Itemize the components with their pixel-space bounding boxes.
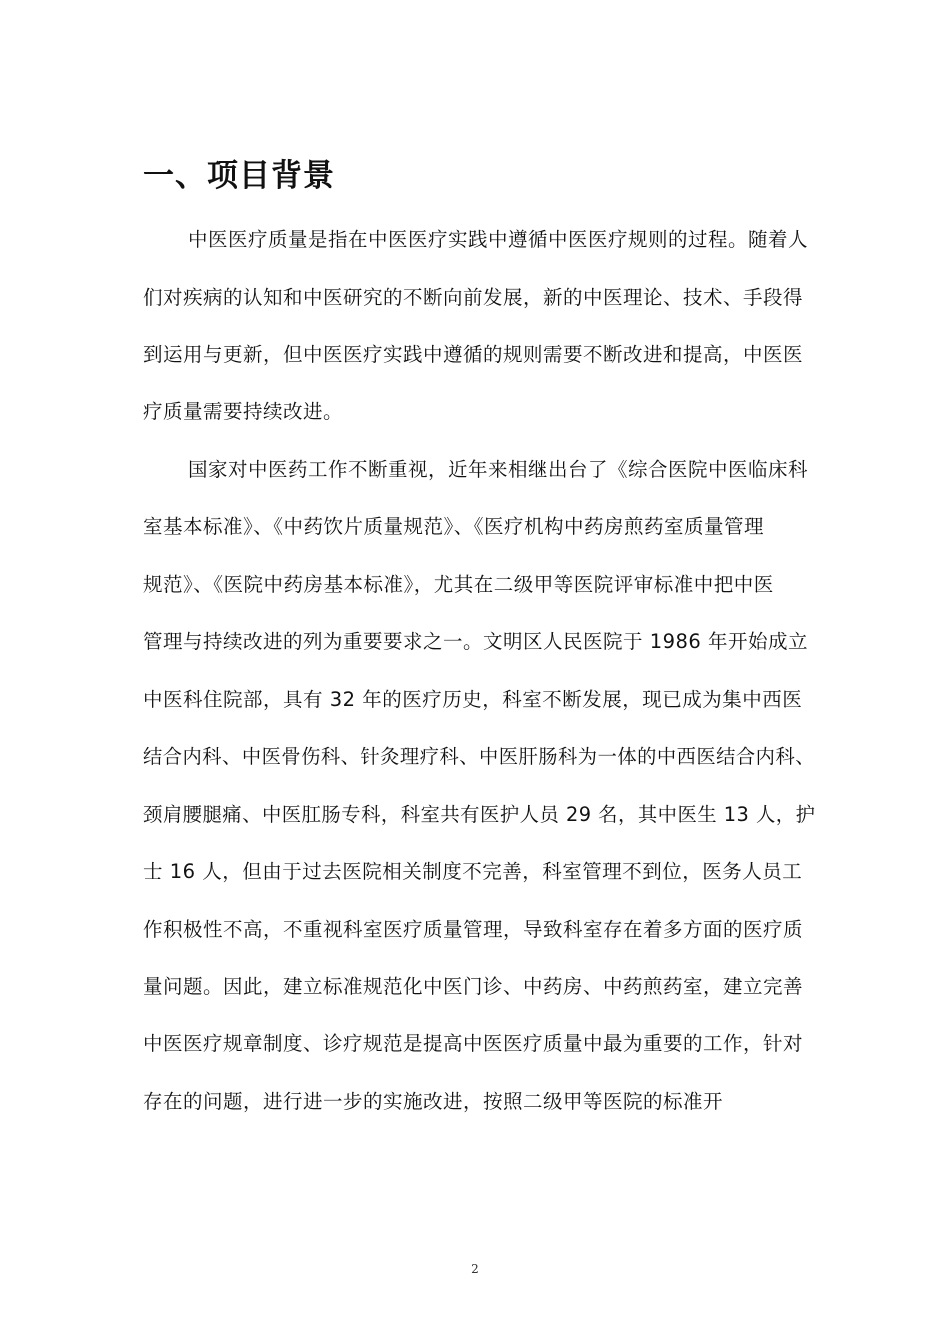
paragraph-line: 中医医疗质量是指在中医医疗实践中遵循中医医疗规则的过程。随着人 — [188, 228, 809, 251]
paragraph-line: 管理与持续改进的列为重要要求之一。文明区人民医院于 1986 年开始成立 — [143, 630, 809, 653]
paragraph-line: 到运用与更新，但中医医疗实践中遵循的规则需要不断改进和提高，中医医 — [143, 343, 804, 366]
paragraph-line: 规范》、《医院中药房基本标准》，尤其在二级甲等医院评审标准中把中医 — [143, 573, 774, 596]
paragraph-line: 结合内科、中医骨伤科、针灸理疗科、中医肝肠科为一体的中西医结合内科、 — [143, 745, 815, 768]
paragraph-line: 国家对中医药工作不断重视，近年来相继出台了《综合医院中医临床科 — [188, 458, 809, 481]
paragraph-line: 士 16 人，但由于过去医院相关制度不完善，科室管理不到位，医务人员工 — [143, 860, 803, 883]
paragraph-line: 中医医疗规章制度、诊疗规范是提高中医医疗质量中最为重要的工作，针对 — [143, 1032, 804, 1055]
paragraph-line: 室基本标准》、《中药饮片质量规范》、《医疗机构中药房煎药室质量管理 — [143, 515, 765, 538]
paragraph-line: 颈肩腰腿痛、中医肛肠专科，科室共有医护人员 29 名，其中医生 13 人，护 — [143, 803, 816, 826]
paragraph-line: 疗质量需要持续改进。 — [143, 400, 344, 423]
paragraph-line: 量问题。因此，建立标准规范化中医门诊、中药房、中药煎药室，建立完善 — [143, 975, 804, 998]
paragraph-line: 作积极性不高，不重视科室医疗质量管理，导致科室存在着多方面的医疗质 — [143, 918, 804, 941]
paragraph-line: 们对疾病的认知和中医研究的不断向前发展，新的中医理论、技术、手段得 — [143, 286, 804, 309]
paragraph-line: 存在的问题，进行进一步的实施改进，按照二级甲等医院的标准开 — [143, 1090, 724, 1113]
paragraph-line: 中医科住院部，具有 32 年的医疗历史，科室不断发展，现已成为集中西医 — [143, 688, 803, 711]
section-heading: 一、项目背景 — [143, 158, 335, 194]
page-number: 2 — [471, 1262, 479, 1276]
